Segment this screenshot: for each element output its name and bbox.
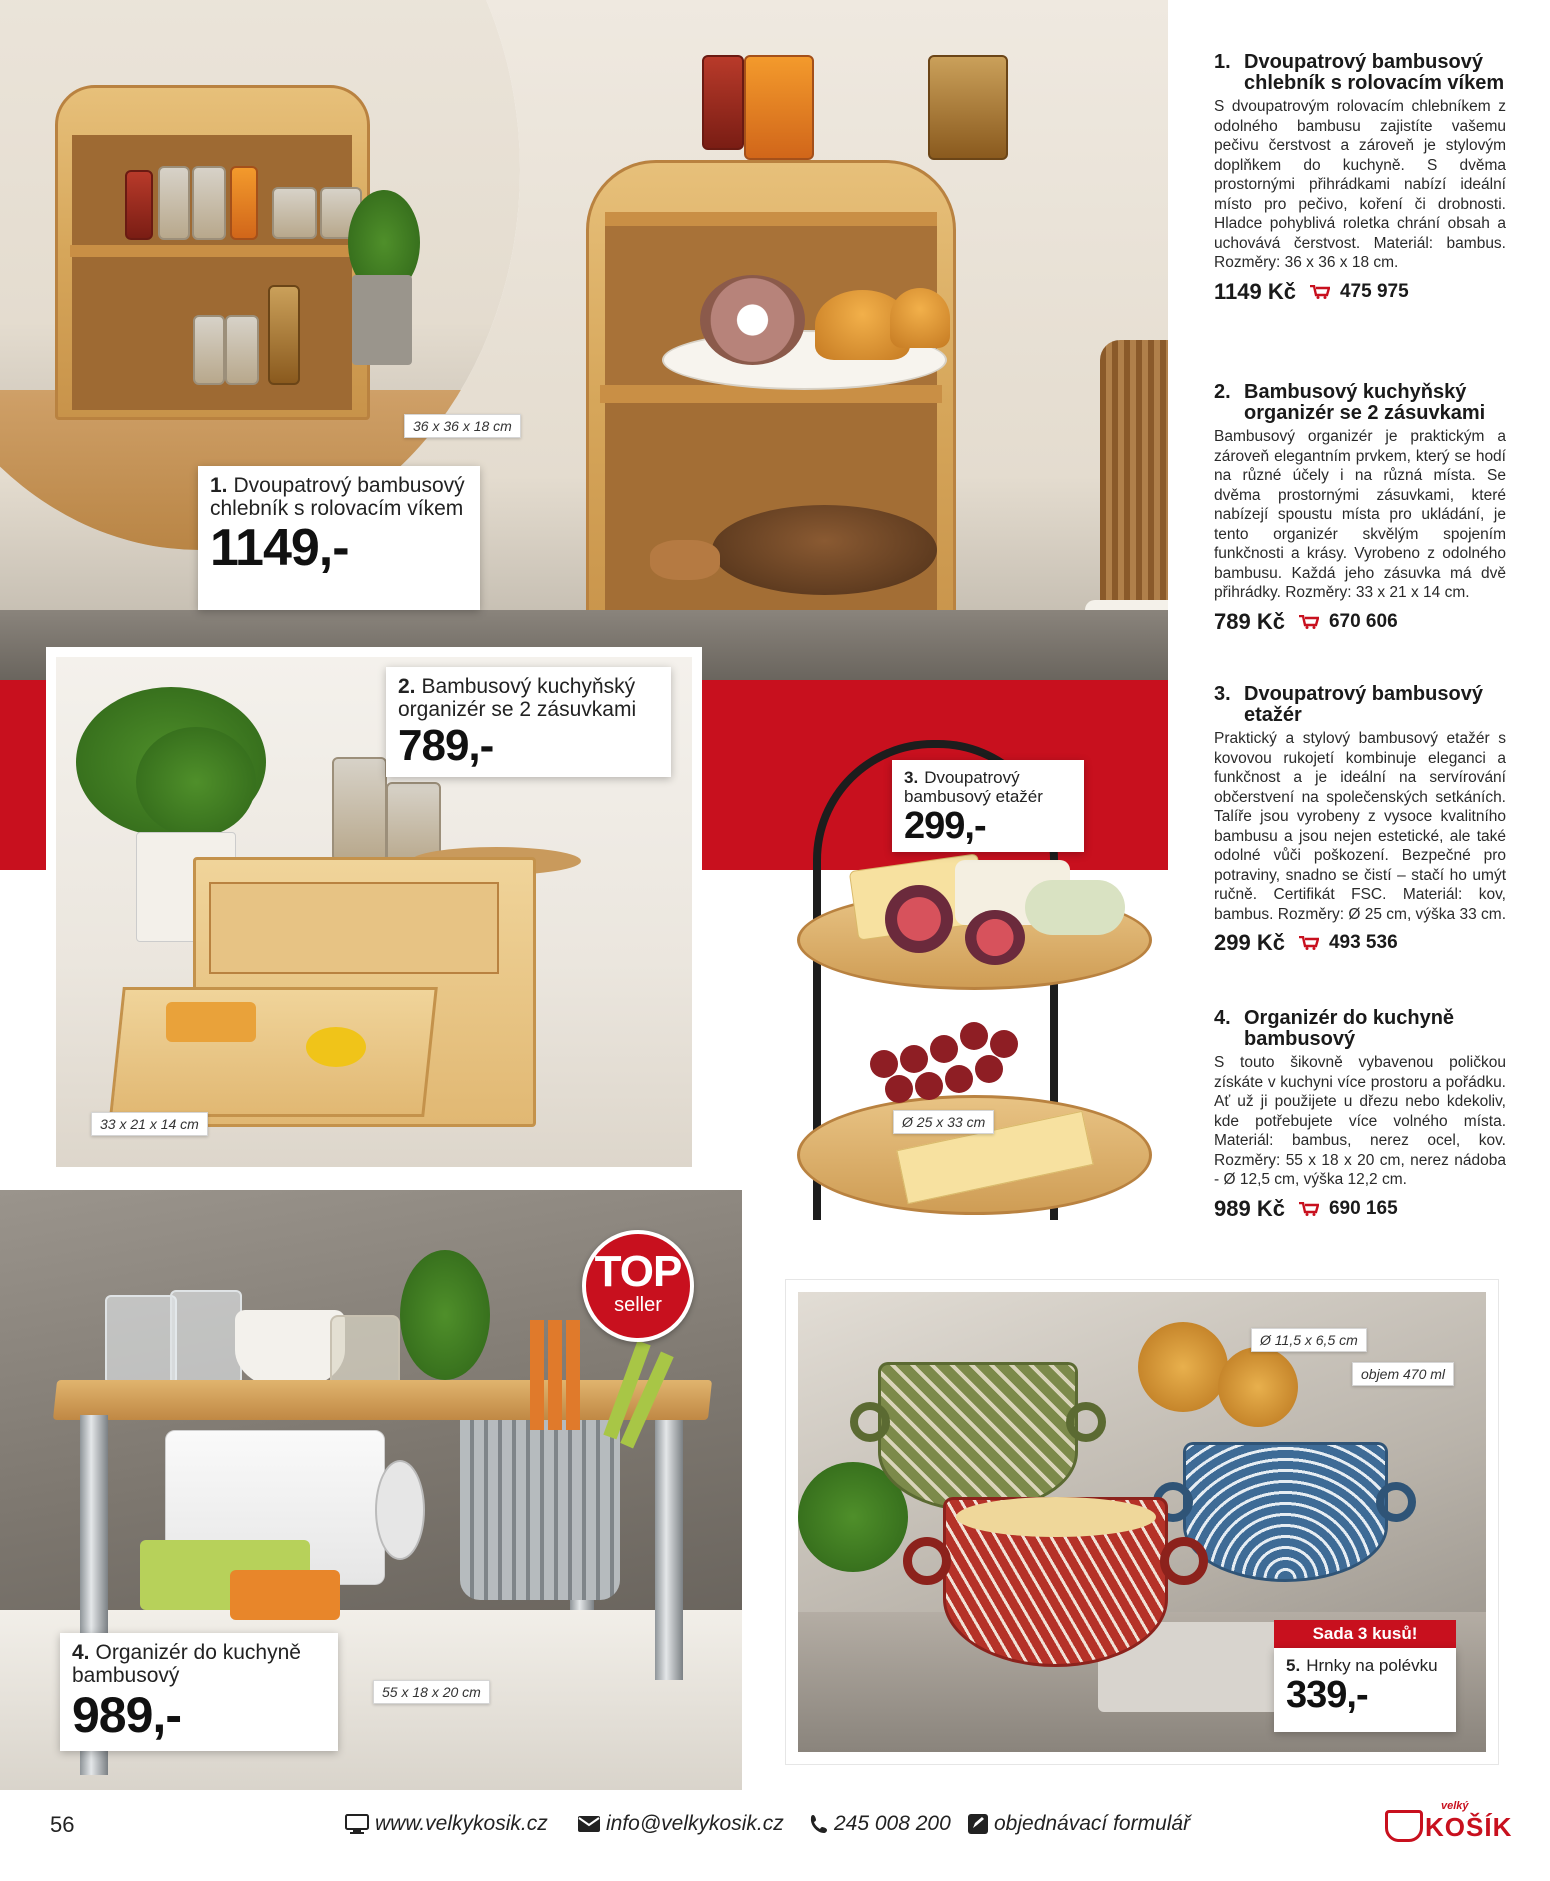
top-seller-badge-bottom: seller [614,1294,662,1316]
green-bowl-image [878,1362,1078,1512]
shelf-dim-label: 55 x 18 x 20 cm [373,1680,490,1704]
product-1-price: 1149 Kč [1214,278,1296,304]
product-1-description: S dvoupatrovým rolovacím chlebníkem z odolného bambusu zajistíte vašemu pečivu čerstvost a zároveň je stylovým doplňkem do kuchyně. S dvěma prostornými přihrádkami nabízí ideální místo pro pečivo, koření či drobnosti. Hladce pohyblivá roletka chrání obsah a uchovává čerstvost. Materiál: bambus. Rozměry: 36 x 36 x 18 cm. [1214,98,1506,271]
footer-website-text: www.velkykosik.cz [375,1812,548,1835]
bowls-price-num: 5. [1286,1656,1301,1675]
bowls-set-label: Sada 3 kusů! [1274,1620,1456,1648]
footer-email[interactable] [578,1812,784,1836]
product-1 [1214,52,1506,305]
logo-small-text: velký [1441,1800,1469,1812]
hero-price-box [198,466,480,610]
etazer-dim-label: Ø 25 x 33 cm [893,1110,994,1134]
cart-icon [1299,1202,1319,1216]
blue-bowl-image [1183,1442,1388,1582]
product-2-num: 2. [1214,381,1231,403]
organizer-frame [46,647,702,1177]
footer-phone-text: 245 008 200 [834,1812,951,1835]
etazer-price-box [892,760,1084,852]
hero-dim-label: 36 x 36 x 18 cm [404,414,521,438]
organizer-dim-label: 33 x 21 x 14 cm [91,1112,208,1136]
product-1-num: 1. [1214,51,1231,73]
product-4-name: Organizér do kuchyně bambusový [1244,1007,1455,1050]
product-3-num: 3. [1214,683,1231,705]
etazer-price: 299,- [904,805,986,847]
product-2 [1214,382,1506,635]
product-2-description: Bambusový organizér je praktickým a zároveň elegantním prvkem, který se hodí na různé účely i na různá místa. Se dvěma prostornými zásuvkami, které nabízejí spoustu místa pro ukládání, je tento organizér skvělým spojením funkčnosti a krásy. Vyrobeno z odolného bambusu. Každá jeho zásuvka má dvě přihrádky. Rozměry: 33 x 21 x 14 cm. [1214,428,1506,601]
form-icon [968,1814,988,1834]
bowls-dim-label-1: Ø 11,5 x 6,5 cm [1251,1328,1367,1352]
product-3 [1214,684,1506,956]
bowls-dim-label-2: objem 470 ml [1352,1362,1454,1386]
product-4-code: 690 165 [1328,1197,1398,1219]
etazer-price-title: Dvoupatrový bambusový etažér [904,768,1043,806]
envelope-icon [578,1816,600,1832]
top-seller-badge-top: TOP [594,1247,682,1296]
shelf-price-title: Organizér do kuchyně bambusový [72,1641,301,1687]
product-3-name: Dvoupatrový bambusový etažér [1244,683,1483,726]
organizer-price-box [386,667,671,777]
product-4 [1214,1008,1506,1222]
monitor-icon [345,1814,369,1834]
bowls-price-box [1274,1648,1456,1732]
product-4-description: S touto šikovně vybavenou poličkou získáte v kuchyni více prostoru a pořádku. Ať už ji použijete u dřezu nebo kdekoliv, kde potřebujete více volného místa. Materiál: bambus, nerez ocel, kov. Rozměry: 55 x 18 x 20 cm, nerez nádoba - Ø 12,5 cm, výška 12,2 cm. [1214,1054,1506,1188]
cart-icon [1299,615,1319,629]
organizer-price-num: 2. [398,675,416,698]
hero-price-title: Dvoupatrový bambusový chlebník s rolovacím víkem [210,474,465,520]
bowls-frame [786,1280,1498,1764]
cart-icon [1310,285,1330,299]
bowls-price-title: Hrnky na polévku [1306,1656,1438,1675]
footer-order-form[interactable] [968,1812,1190,1836]
product-3-description: Praktický a stylový bambusový etažér s kovovou rukojetí kombinuje eleganci a funkčnost a je ideální na servírování občerstvení na společenských setkáních. Talíře jsou vyrobeny z vysoce kvalitního bambusu a jsou nejen estetické, ale také odolné vůči poškození. Bezpečné pro potraviny, snadno se čistí – stačí ho umýt ručně. Certifikát FSC. Materiál: kov, bambus. Rozměry: Ø 25 cm, výška 33 cm. [1214,730,1507,923]
product-1-name: Dvoupatrový bambusový chlebník s rolovacím víkem [1244,51,1505,94]
product-3-price: 299 Kč [1214,930,1285,955]
phone-icon [810,1814,828,1834]
product-1-code: 475 975 [1339,280,1409,302]
shelf-price-num: 4. [72,1641,90,1664]
product-descriptions [1214,52,1506,1252]
product-4-price: 989 Kč [1214,1195,1285,1221]
page-number: 56 [50,1812,75,1837]
footer-phone[interactable] [810,1812,951,1836]
cart-icon [1299,936,1319,950]
product-2-name: Bambusový kuchyňský organizér se 2 zásuvkami [1244,381,1486,424]
product-2-code: 670 606 [1328,610,1398,632]
footer-website[interactable] [345,1812,548,1836]
velky-kosik-logo[interactable] [1385,1800,1513,1850]
top-seller-badge [582,1230,694,1342]
organizer-price: 789,- [398,721,494,770]
hero-price-num: 1. [210,474,228,497]
footer-order-form-text: objednávací formulář [994,1812,1191,1835]
shelf-price: 989,- [72,1687,181,1743]
logo-big-text: KOŠÍK [1425,1812,1513,1842]
organizer-price-title: Bambusový kuchyňský organizér se 2 zásuvkami [398,675,637,721]
footer [0,1790,1550,1860]
etazer-price-num: 3. [904,768,919,787]
bowls-price: 339,- [1286,1674,1368,1716]
shelf-price-box [60,1633,338,1751]
basket-logo-icon [1385,1810,1423,1842]
footer-email-text: info@velkykosik.cz [606,1812,784,1835]
product-2-price: 789 Kč [1214,608,1285,634]
product-4-num: 4. [1214,1007,1231,1029]
product-3-code: 493 536 [1328,932,1398,953]
hero-price: 1149,- [210,519,349,577]
